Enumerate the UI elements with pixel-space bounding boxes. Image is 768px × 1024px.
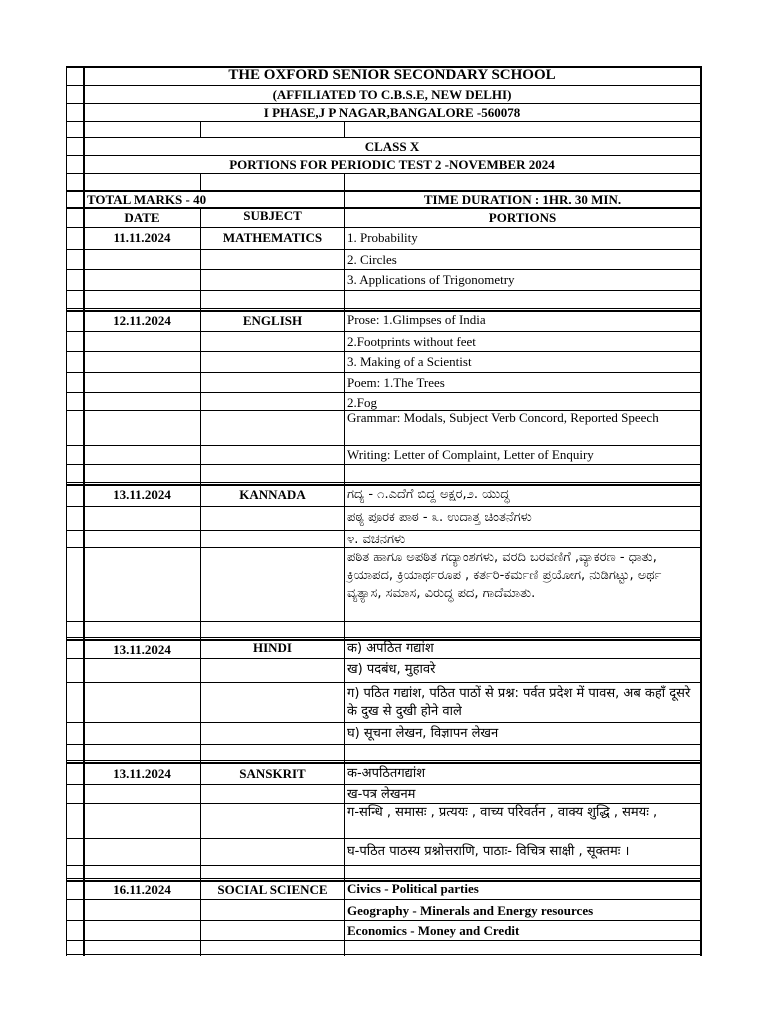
grid-line (344, 121, 345, 137)
school-name: THE OXFORD SENIOR SECONDARY SCHOOL (228, 67, 556, 83)
exam-title: PORTIONS FOR PERIODIC TEST 2 -NOVEMBER 2024 (229, 157, 555, 172)
grid-line (66, 940, 702, 941)
grid-line (66, 249, 702, 250)
portion-item: क-अपठितगद्यांश (347, 766, 426, 781)
exam-date: 13.11.2024 (113, 487, 171, 502)
grid-line (66, 351, 702, 352)
grid-line (66, 722, 702, 723)
exam-date: 12.11.2024 (113, 313, 171, 328)
portion-item: ग) पठित गद्यांश, पठित पाठों से प्रश्न: पर्वत प्रदेश में पावस, अब कहाँ दूसरे के दुख से दुखी होने वाले (347, 686, 691, 719)
grid-line (83, 66, 85, 956)
grid-line (66, 103, 702, 104)
grid-line (66, 484, 702, 486)
portion-item: ಪಠಿತ ಹಾಗೂ ಅಪಠಿತ ಗದ್ಯಾಂಶಗಳು, ವರದಿ ಬರವಣಿಗೆ ,ವ್ಯಾಕರಣ - ಧಾತು, ಕ್ರಿಯಾಪದ, ಕ್ರಿಯಾರ್ಥರೂಪ , ಕರ್ತರಿ-ಕರ್ಮಣಿ ಪ್ರಯೋಗ, ನುಡಿಗಟ್ಟು, ಅರ್ಥ ವ್ಯತ್ಯಾಸ, ಸಮಾಸ, ವಿರುದ್ಧ ಪದ, ಗಾದೆಮಾತು. (347, 550, 662, 601)
portion-item: Economics - Money and Credit (347, 923, 520, 938)
grid-line (200, 121, 201, 137)
portion-item: ख-पत्र लेखनम (347, 787, 416, 802)
portion-item: ಗದ್ಯ - ೧.ಎದೆಗೆ ಬಿದ್ದ ಅಕ್ಷರ,೨. ಯುದ್ಧ (347, 487, 510, 502)
grid-line (344, 173, 345, 190)
grid-line (66, 331, 702, 332)
portion-item: 3. Making of a Scientist (347, 354, 472, 369)
portions-sheet (66, 66, 702, 956)
grid-line (66, 392, 702, 393)
grid-line (66, 547, 702, 548)
portion-item: 1. Probability (347, 230, 418, 245)
grid-line (66, 506, 702, 507)
portion-item: 2.Footprints without feet (347, 334, 476, 349)
subject-name: MATHEMATICS (222, 230, 323, 245)
portion-item: क) अपठित गद्यांश (347, 641, 434, 656)
subject-name: KANNADA (239, 487, 306, 502)
portion-item: 3. Applications of Trigonometry (347, 272, 515, 287)
grid-line (66, 530, 702, 531)
grid-line (66, 899, 702, 900)
grid-line (66, 155, 702, 156)
grid-line (66, 173, 702, 174)
grid-line (66, 85, 702, 86)
subject-name: SOCIAL SCIENCE (217, 882, 328, 897)
grid-line (66, 744, 702, 745)
total-marks: TOTAL MARKS - 40 (87, 192, 207, 207)
grid-line (66, 621, 702, 622)
subject-name: SANSKRIT (239, 766, 306, 781)
portion-item: Grammar: Modals, Subject Verb Concord, Reported Speech (347, 410, 659, 425)
grid-line (66, 682, 702, 683)
column-header-date: DATE (124, 210, 160, 225)
portion-item: Writing: Letter of Complaint, Letter of Enquiry (347, 447, 594, 462)
grid-line (66, 308, 702, 309)
grid-line (66, 878, 702, 879)
grid-line (66, 464, 702, 465)
column-header-portions: PORTIONS (488, 210, 557, 225)
grid-line (66, 137, 702, 138)
portion-item: 2. Circles (347, 252, 397, 267)
grid-line (66, 865, 702, 866)
grid-line (66, 658, 702, 659)
class-title: CLASS X (364, 139, 420, 154)
exam-date: 16.11.2024 (113, 882, 171, 897)
grid-line (66, 762, 702, 764)
grid-line (700, 66, 702, 956)
exam-date: 11.11.2024 (113, 230, 171, 245)
grid-line (66, 372, 702, 373)
column-header-subject: SUBJECT (243, 208, 302, 223)
school-address: I PHASE,J P NAGAR,BANGALORE -560078 (263, 105, 521, 120)
portion-item: Civics - Political parties (347, 881, 479, 896)
subject-name: ENGLISH (242, 313, 303, 328)
portion-item: Prose: 1.Glimpses of India (347, 312, 486, 327)
portion-item: ख) पदबंध, मुहावरे (347, 662, 436, 677)
grid-line (66, 838, 702, 839)
grid-line (66, 445, 702, 446)
portion-item: Geography - Minerals and Energy resources (347, 903, 594, 918)
portion-item: ೪. ವಚನಗಳು (347, 532, 406, 547)
grid-line (66, 290, 702, 291)
grid-line (66, 121, 702, 122)
grid-line (66, 482, 702, 483)
portion-item: घ) सूचना लेखन, विज्ञापन लेखन (347, 726, 499, 741)
grid-line (66, 637, 702, 638)
portion-item: 2.Fog (347, 395, 377, 410)
portion-item: Poem: 1.The Trees (347, 375, 445, 390)
grid-line (66, 954, 702, 955)
grid-line (66, 207, 702, 209)
grid-line (200, 173, 201, 190)
affiliation: (AFFILIATED TO C.B.S.E, NEW DELHI) (272, 87, 512, 102)
grid-line (66, 760, 702, 761)
grid-line (66, 227, 702, 228)
grid-line (66, 66, 67, 956)
grid-line (66, 269, 702, 270)
exam-date: 13.11.2024 (113, 766, 171, 781)
portion-item: घ-पठित पाठस्य प्रश्नोत्तराणि, पाठाः- विचित्र साक्षी , सूक्तमः । (347, 844, 630, 859)
portion-item: ಪಠ್ಯ ಪೂರಕ ಪಾಠ - ೩. ಉದಾತ್ತ ಚಿಂತನೆಗಳು (347, 510, 532, 525)
grid-line (66, 784, 702, 785)
exam-date: 13.11.2024 (113, 642, 171, 657)
grid-line (344, 190, 345, 956)
time-duration: TIME DURATION : 1HR. 30 MIN. (423, 192, 622, 207)
subject-name: HINDI (252, 640, 292, 655)
grid-line (66, 920, 702, 921)
portion-item: ग-सन्धि , समासः , प्रत्ययः , वाच्य परिवर्तन , वाक्य शुद्धि , समयः , (347, 805, 658, 820)
